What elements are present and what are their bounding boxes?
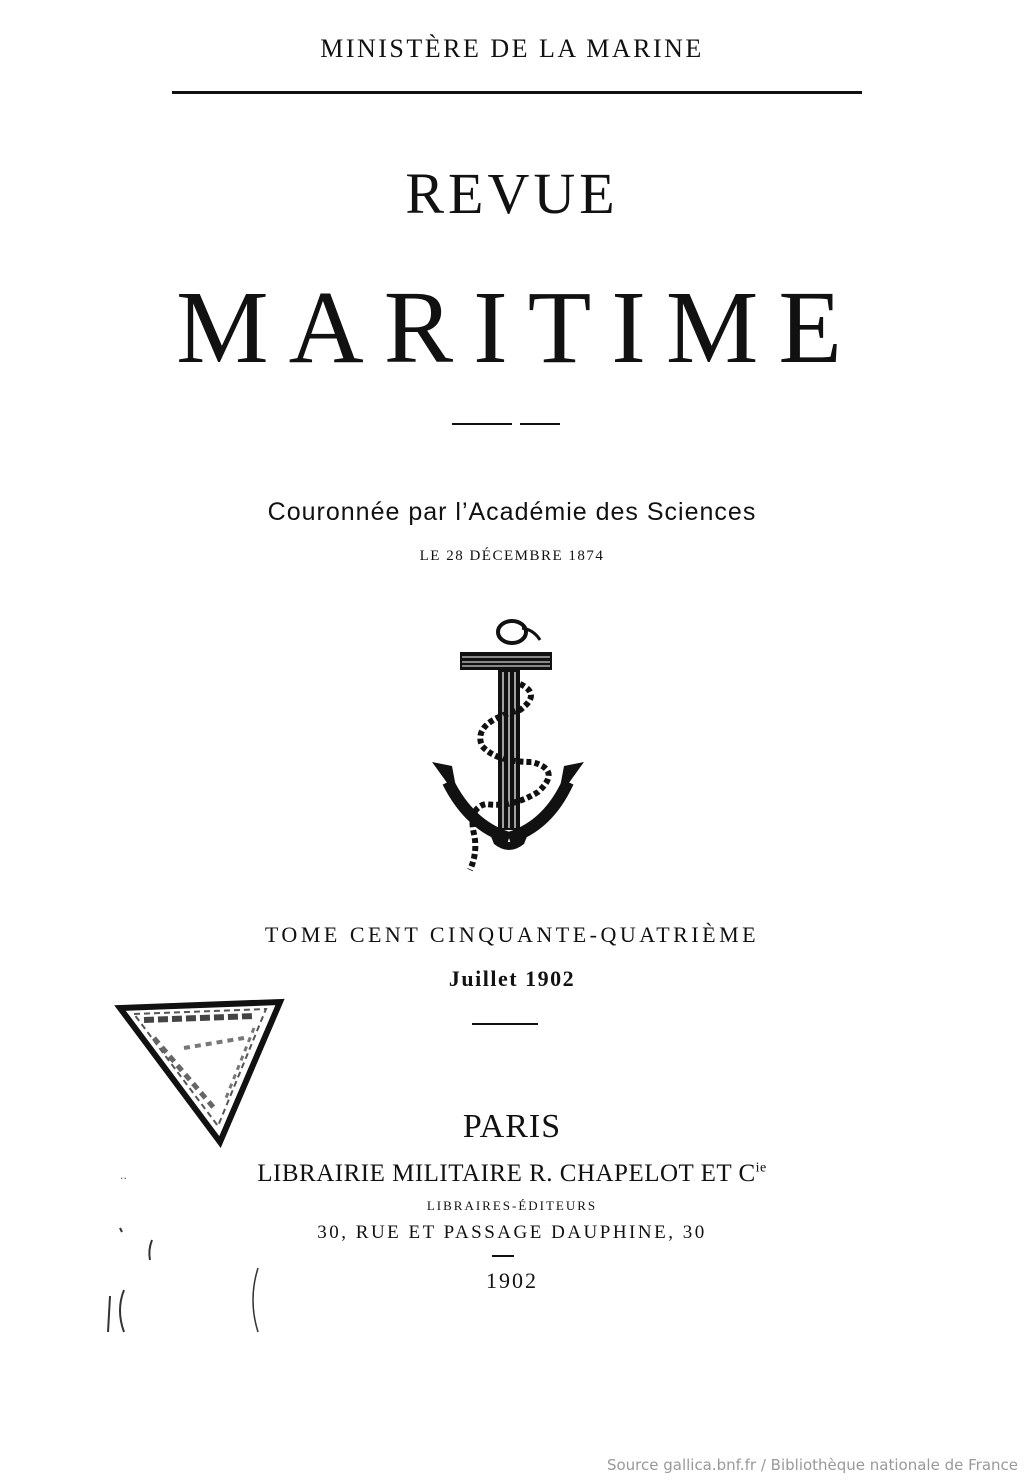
award-line: Couronnée par l’Académie des Sciences [267, 498, 757, 526]
volume-tome: TOME CENT CINQUANTE-QUATRIÈME [264, 922, 760, 947]
anchor-icon [412, 612, 592, 880]
scan-marks [98, 1160, 268, 1350]
publisher-role: LIBRAIRES-ÉDITEURS [426, 1198, 598, 1213]
dash-rule [492, 1255, 514, 1257]
issue-date: Juillet 1902 [448, 966, 576, 991]
title-maritime: MARITIME [176, 270, 862, 385]
publisher-name-main: LIBRAIRIE MILITAIRE R. CHAPELOT ET C [257, 1160, 756, 1187]
ministry-heading: MINISTÈRE DE LA MARINE [320, 34, 704, 63]
publisher-address: 30, RUE ET PASSAGE DAUPHINE, 30 [317, 1222, 707, 1243]
middle-rule [472, 1023, 538, 1025]
award-date: LE 28 DÉCEMBRE 1874 [419, 548, 605, 564]
publication-year: 1902 [486, 1268, 538, 1293]
ornament-rule-left [452, 423, 512, 425]
source-watermark: Source gallica.bnf.fr / Bibliothèque nationale de France [606, 1456, 1018, 1474]
publisher-city: PARIS [462, 1108, 562, 1145]
svg-text:··: ·· [120, 1172, 127, 1185]
title-revue: REVUE [405, 161, 619, 226]
top-rule [172, 91, 862, 94]
publisher-name-suffix: ie [755, 1160, 767, 1176]
ornament-rule-right [520, 423, 560, 425]
